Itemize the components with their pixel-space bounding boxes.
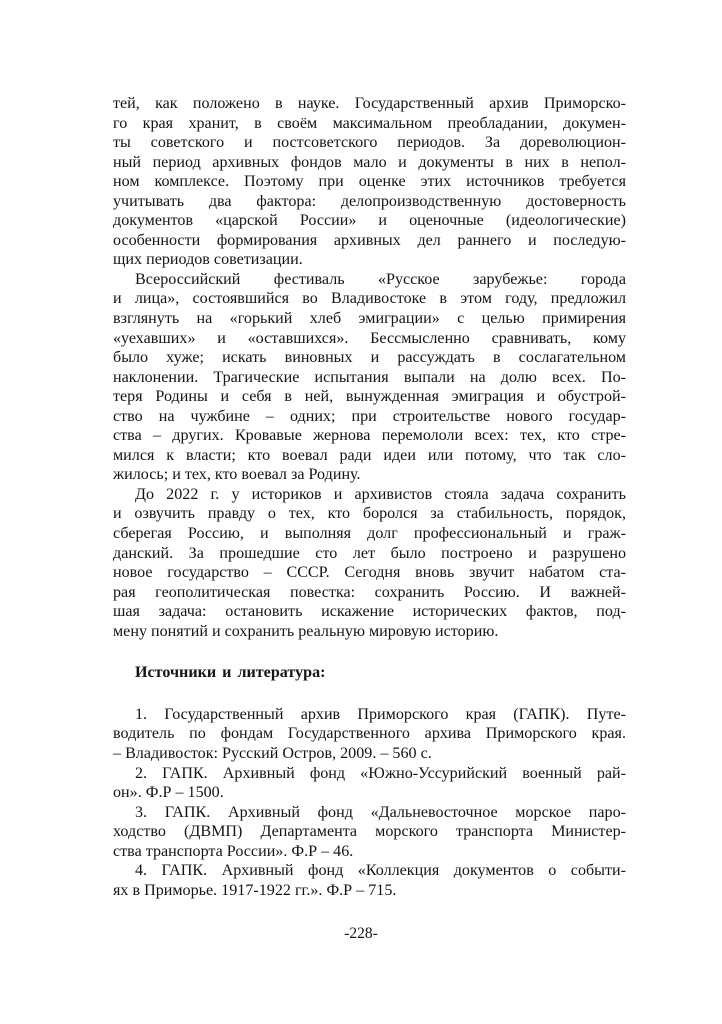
text-line: мился к власти; кто воевал ради идеи или потому, что так сло- (113, 446, 626, 464)
text-line: мену понятий и сохранить реальную мировую историю. (113, 622, 499, 640)
text-line: особенности формирования архивных дел раннего и последую- (113, 231, 626, 249)
text-line: – Владивосток: Русский Остров, 2009. – 560 с. (113, 744, 432, 762)
sources-heading: Источники и литература: (135, 664, 326, 682)
reference-item-1 (113, 705, 626, 764)
text-line: 4. ГАПК. Архивный фонд «Коллекция документов о событи- (135, 862, 626, 880)
references-list (113, 705, 626, 900)
text-line: Всероссийский фестиваль «Русское зарубежье: города (135, 270, 626, 288)
text-line: жилось; и тех, кто воевал за Родину. (113, 466, 361, 484)
text-line: ства – других. Кровавые жернова перемололи всех: тех, кто стре- (113, 427, 626, 445)
text-line: щих периодов советизации. (113, 251, 303, 269)
text-line: и озвучить правду о тех, кто боролся за стабильность, порядок, (113, 505, 626, 523)
text-line: новое государство – СССР. Сегодня вновь звучит набатом ста- (113, 564, 626, 582)
page-number: -228- (344, 925, 378, 942)
reference-item-4 (113, 861, 626, 900)
text-line: сберегая Россию, и выполняя долг профессиональный и граж- (113, 525, 626, 543)
paragraph-1 (113, 94, 626, 270)
text-line: шая задача: остановить искажение исторических фактов, под- (113, 603, 626, 621)
text-line: теря Родины и себя в ней, вынужденная эмиграция и обустрой- (113, 388, 626, 406)
text-line: 3. ГАПК. Архивный фонд «Дальневосточное морское паро- (135, 803, 626, 821)
paragraph-3 (113, 485, 626, 641)
text-line: ства транспорта России». Ф.Р – 46. (113, 842, 354, 860)
text-line: ях в Приморье. 1917-1922 гг.». Ф.Р – 715. (113, 881, 397, 899)
reference-item-3 (113, 803, 626, 862)
text-line: ты советского и постсоветского периодов. За дореволюцион- (113, 134, 626, 152)
reference-item-2 (113, 764, 626, 803)
paragraph-2 (113, 270, 626, 485)
page-body (113, 94, 626, 900)
text-line: ный период архивных фондов мало и документы в них в непол- (113, 153, 626, 171)
text-line: 2. ГАПК. Архивный фонд «Южно-Уссурийский военный рай- (135, 764, 626, 782)
text-line: «уехавших» и «оставшихся». Бессмысленно сравнивать, кому (113, 329, 626, 347)
text-line: водитель по фондам Государственного архива Приморского края. (113, 725, 626, 743)
text-line: ство на чужбине – одних; при строительстве нового государ- (113, 407, 626, 425)
text-line: данский. За прошедшие сто лет было построено и разрушено (113, 544, 626, 562)
text-line: документов «царской России» и оценочные (идеологические) (113, 212, 626, 230)
text-line: ном комплексе. Поэтому при оценке этих источников требуется (113, 173, 626, 191)
text-line: тей, как положено в науке. Государственный архив Приморско- (113, 95, 626, 112)
text-line: он». Ф.Р – 1500. (113, 784, 224, 802)
text-line: было хуже; искать виновных и рассуждать в сослагательном (113, 349, 626, 367)
text-line: ходство (ДВМП) Департамента морского транспорта Министер- (113, 823, 626, 841)
text-line: взглянуть на «горький хлеб эмиграции» с целью примирения (113, 310, 626, 328)
text-line: и лица», состоявшийся во Владивостоке в этом году, предложил (113, 290, 626, 308)
text-line: рая геополитическая повестка: сохранить Россию. И важней- (113, 583, 626, 601)
text-line: го края хранит, в своём максимальном преобладании, докумен- (113, 114, 626, 132)
text-line: наклонении. Трагические испытания выпали на долю всех. По- (113, 368, 626, 386)
text-line: учитывать два фактора: делопроизводственную достоверность (113, 192, 626, 210)
text-line: 1. Государственный архив Приморского края (ГАПК). Путе- (135, 705, 626, 723)
text-line: До 2022 г. у историков и архивистов стояла задача сохранить (135, 485, 626, 503)
